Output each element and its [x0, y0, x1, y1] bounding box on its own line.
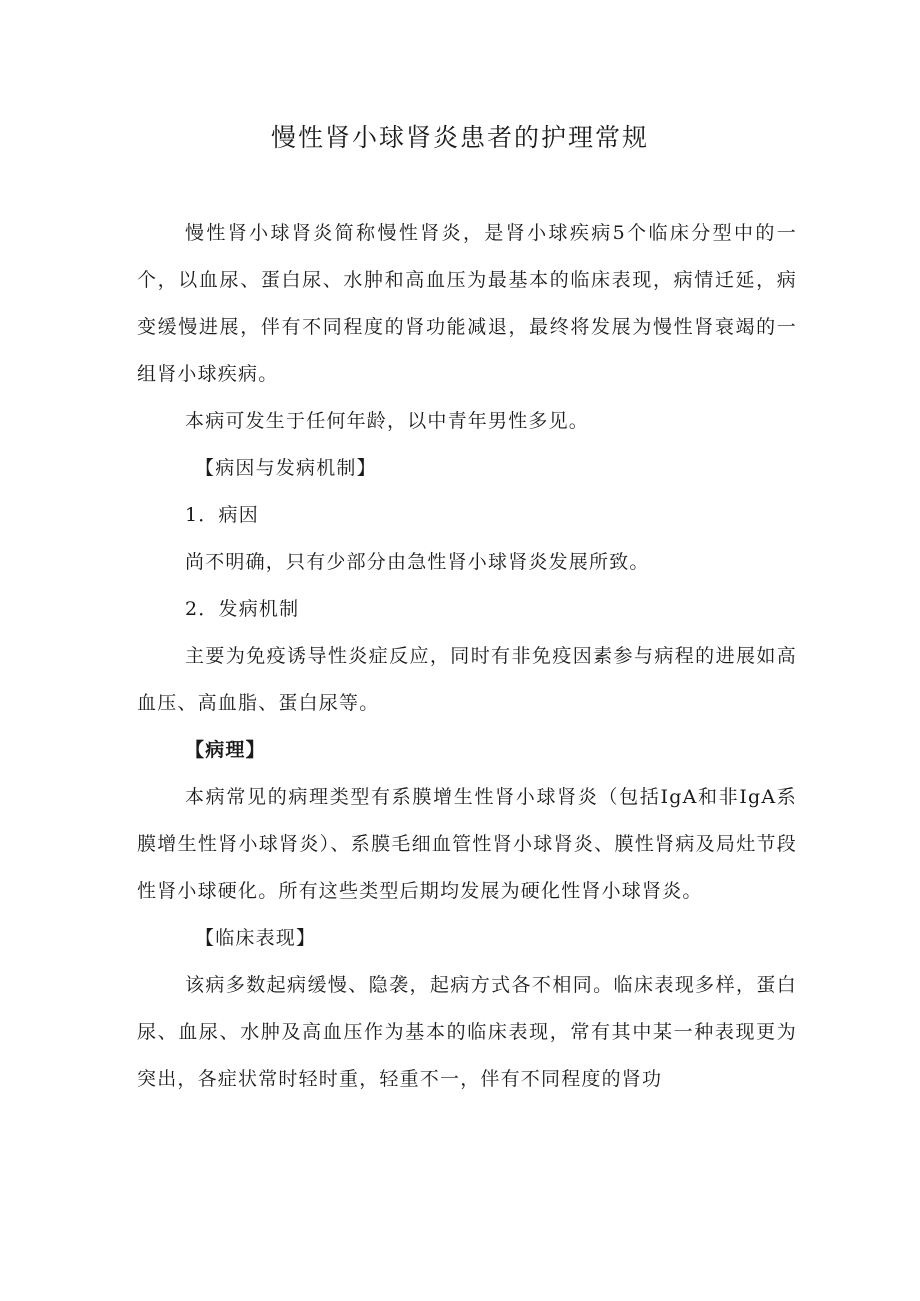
- section-heading-etiology: 【病因与发病机制】: [195, 457, 377, 479]
- pathology-paragraph: 本病常见的病理类型有系膜增生性肾小球肾炎（包括IgA和非IgA系膜增生性肾小球肾炎）、系膜毛细血管性肾小球肾炎、膜性肾病及局灶节段性肾小球硬化。所有这些类型后期均发展为硬化性肾小球肾炎。: [137, 786, 797, 902]
- item2-title: 2．发病机制: [185, 598, 300, 620]
- section-heading-clinical: 【临床表现】: [195, 927, 317, 949]
- item1-title: 1．病因: [185, 504, 259, 526]
- intro-paragraph: 慢性肾小球肾炎简称慢性肾炎，是肾小球疾病5个临床分型中的一个，以血尿、蛋白尿、水肿和高血压为最基本的临床表现，病情迁延，病变缓慢进展，伴有不同程度的肾功能减退，最终将发展为慢性肾衰竭的一组肾小球疾病。: [137, 222, 797, 385]
- epidemiology-paragraph: 本病可发生于任何年龄，以中青年男性多见。: [185, 410, 590, 432]
- document-body: [137, 210, 797, 1103]
- item1-text: 尚不明确，只有少部分由急性肾小球肾炎发展所致。: [185, 551, 650, 573]
- document-title: 慢性肾小球肾炎患者的护理常规: [270, 123, 649, 152]
- clinical-paragraph: 该病多数起病缓慢、隐袭，起病方式各不相同。临床表现多样，蛋白尿、血尿、水肿及高血压作为基本的临床表现，常有其中某一种表现更为突出，各症状常时轻时重，轻重不一，伴有不同程度的肾功: [137, 974, 797, 1090]
- section-heading-pathology: 【病理】: [185, 739, 266, 761]
- item2-text: 主要为免疫诱导性炎症反应，同时有非免疫因素参与病程的进展如高血压、高血脂、蛋白尿等。: [137, 645, 797, 714]
